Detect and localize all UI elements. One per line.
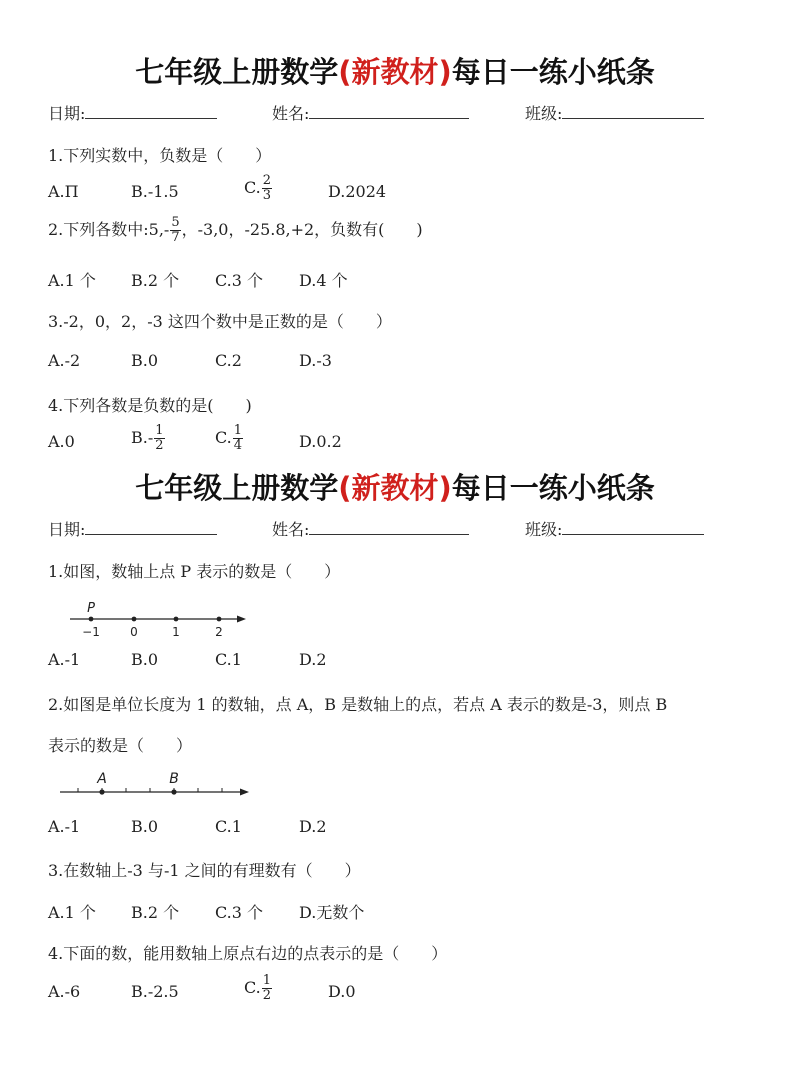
class-blank[interactable] bbox=[562, 104, 704, 119]
sheet2-q4-option-c: C. $\frac{1}{2}$ bbox=[244, 973, 272, 1003]
fraction: $\frac{1}{2}$ bbox=[262, 973, 272, 1003]
sheet2-q1-option-a: A.-1 bbox=[48, 650, 81, 669]
sheet1-q2-option-c: C.3 个 bbox=[215, 271, 264, 290]
sheet2-q3-option-b: B.2 个 bbox=[131, 903, 180, 922]
number-line-ab-diagram bbox=[56, 768, 252, 802]
sheet2-q3-option-c: C.3 个 bbox=[215, 903, 264, 922]
sheet1-q4-option-c: C. $\frac{1}{4}$ bbox=[215, 423, 243, 453]
sheet2-q2-text-line1: 2.如图是单位长度为 1 的数轴，点 A，B 是数轴上的点，若点 A 表示的数是-3，则点 B bbox=[48, 695, 668, 714]
sheet1-q2-option-a: A.1 个 bbox=[48, 271, 96, 290]
sheet2-q2-text-line2: 表示的数是（ ） bbox=[48, 736, 193, 755]
sheet2-q1-option-b: B.0 bbox=[131, 650, 159, 669]
sheet2-q2-option-c: C.1 bbox=[215, 817, 242, 836]
sheet2-title bbox=[0, 466, 790, 507]
sheet1-q3-option-b: B.0 bbox=[131, 351, 159, 370]
sheet2-q4-option-d: D.0 bbox=[328, 982, 356, 1001]
sheet2-class-field bbox=[525, 517, 704, 540]
tick-label: 1 bbox=[172, 625, 180, 639]
sheet2-q3-text: 3.在数轴上-3 与-1 之间的有理数有（ ） bbox=[48, 861, 361, 880]
axis-arrow bbox=[240, 789, 249, 796]
sheet1-q1-option-d: D.2024 bbox=[328, 182, 387, 201]
fraction: $\frac{5}{7}$ bbox=[171, 215, 180, 245]
sheet2-q1-text: 1.如图，数轴上点 P 表示的数是（ ） bbox=[48, 562, 341, 581]
sheet2-q1-option-c: C.1 bbox=[215, 650, 242, 669]
sheet1-q1-option-b: B.-1.5 bbox=[131, 182, 179, 201]
sheet1-q2-option-b: B.2 个 bbox=[131, 271, 180, 290]
point-a bbox=[99, 789, 104, 794]
sheet1-q2-text: 2.下列各数中:5,- $\frac{5}{7}$ ，-3,0，-25.8,+2，负数有( ) bbox=[48, 215, 423, 245]
sheet2-q4-text: 4.下面的数，能用数轴上原点右边的点表示的是（ ） bbox=[48, 944, 448, 963]
sheet1-q4-option-a: A.0 bbox=[48, 432, 75, 451]
fraction: $\frac{2}{3}$ bbox=[262, 173, 272, 203]
sheet1-q3-text: 3.-2，0，2，-3 这四个数中是正数的是（ ） bbox=[48, 312, 392, 331]
sheet2-name-field bbox=[272, 517, 469, 540]
fraction: $\frac{1}{2}$ bbox=[155, 423, 164, 453]
tick-label: −1 bbox=[82, 625, 100, 639]
name-blank[interactable] bbox=[309, 104, 469, 119]
sheet2-q2-option-a: A.-1 bbox=[48, 817, 81, 836]
name-label: 姓名: bbox=[272, 104, 310, 123]
title-highlight: (新教材) bbox=[338, 55, 452, 89]
title-tail: 每日一练小纸条 bbox=[451, 55, 655, 89]
date-label: 日期: bbox=[48, 104, 86, 123]
sheet1-q4-option-d: D.0.2 bbox=[299, 432, 342, 451]
number-line-p-diagram bbox=[66, 598, 250, 640]
class-label: 班级: bbox=[525, 104, 563, 123]
title-tail: 每日一练小纸条 bbox=[451, 471, 655, 505]
tick-label: 2 bbox=[215, 625, 223, 639]
sheet1-q3-option-a: A.-2 bbox=[48, 351, 81, 370]
class-blank[interactable] bbox=[562, 520, 704, 535]
name-label: 姓名: bbox=[272, 520, 310, 539]
sheet1-name-field bbox=[272, 101, 469, 124]
date-label: 日期: bbox=[48, 520, 86, 539]
sheet2-date-field bbox=[48, 517, 217, 540]
sheet1-q1-option-c: C. $\frac{2}{3}$ bbox=[244, 173, 272, 203]
sheet1-q2-option-d: D.4 个 bbox=[299, 271, 348, 290]
class-label: 班级: bbox=[525, 520, 563, 539]
sheet2-q2-option-b: B.0 bbox=[131, 817, 159, 836]
date-blank[interactable] bbox=[85, 104, 217, 119]
sheet1-q3-option-c: C.2 bbox=[215, 351, 242, 370]
sheet1-q3-option-d: D.-3 bbox=[299, 351, 332, 370]
title-highlight: (新教材) bbox=[338, 471, 452, 505]
sheet2-q1-option-d: D.2 bbox=[299, 650, 327, 669]
point-b bbox=[171, 789, 176, 794]
sheet2-q2-option-d: D.2 bbox=[299, 817, 327, 836]
title-main: 七年级上册数学 bbox=[135, 55, 339, 89]
sheet1-q1-option-a: A.Π bbox=[48, 182, 79, 201]
sheet2-q4-option-b: B.-2.5 bbox=[131, 982, 179, 1001]
tick-point bbox=[217, 617, 222, 622]
date-blank[interactable] bbox=[85, 520, 217, 535]
sheet1-date-field bbox=[48, 101, 217, 124]
sheet2-q3-option-a: A.1 个 bbox=[48, 903, 96, 922]
tick-point bbox=[89, 617, 94, 622]
sheet1-q1-text: 1.下列实数中，负数是（ ） bbox=[48, 146, 272, 165]
name-blank[interactable] bbox=[309, 520, 469, 535]
sheet1-q4-option-b: B.- $\frac{1}{2}$ bbox=[131, 423, 164, 453]
tick-label: 0 bbox=[130, 625, 138, 639]
sheet1-q4-text: 4.下列各数是负数的是( ) bbox=[48, 396, 252, 415]
fraction: $\frac{1}{4}$ bbox=[233, 423, 243, 453]
sheet1-title bbox=[0, 50, 790, 91]
axis-arrow bbox=[237, 616, 246, 623]
title-main: 七年级上册数学 bbox=[135, 471, 339, 505]
point-b-label: B bbox=[169, 771, 179, 787]
sheet2-q4-option-a: A.-6 bbox=[48, 982, 81, 1001]
point-p-label: P bbox=[87, 601, 95, 616]
tick-point bbox=[174, 617, 179, 622]
sheet1-class-field bbox=[525, 101, 704, 124]
point-a-label: A bbox=[97, 771, 107, 787]
sheet2-q3-option-d: D.无数个 bbox=[299, 903, 365, 922]
tick-point bbox=[132, 617, 137, 622]
